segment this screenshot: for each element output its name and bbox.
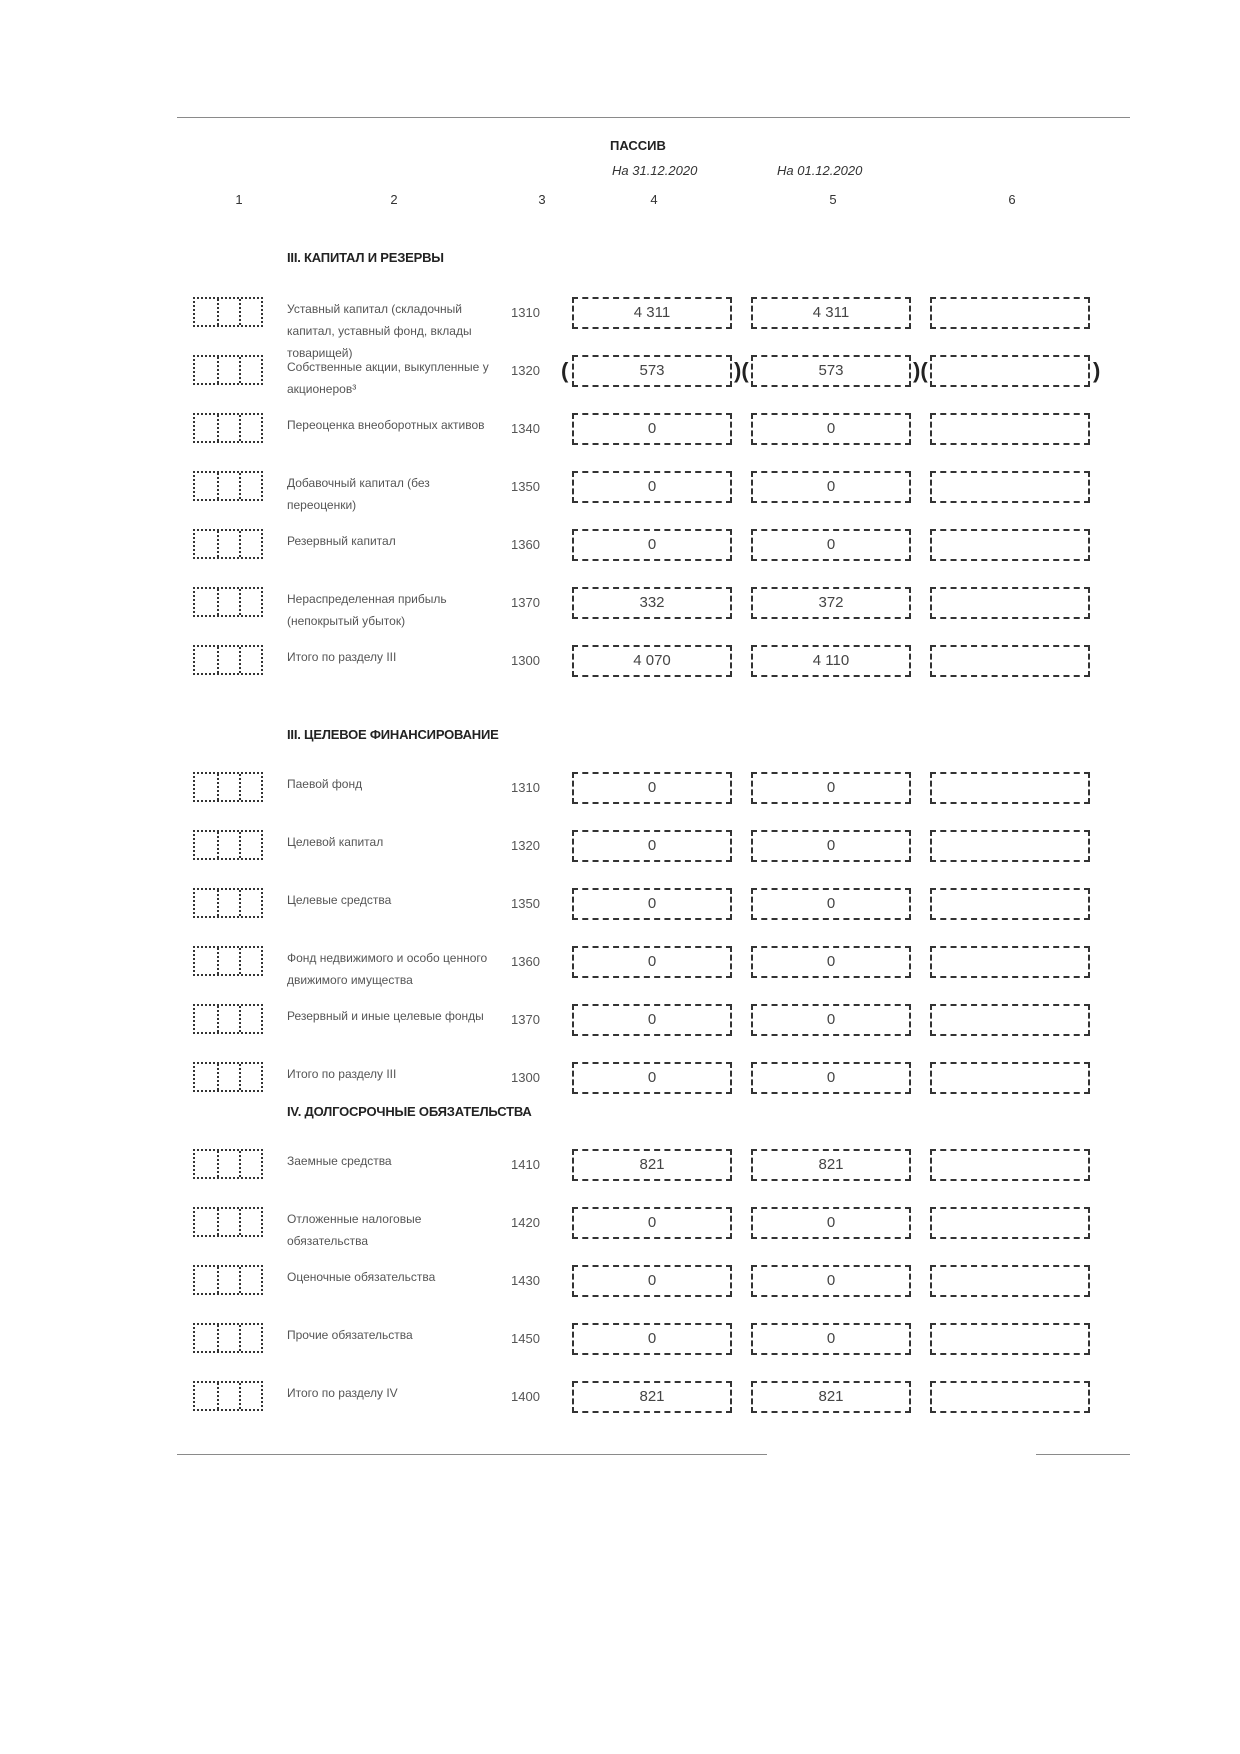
row-code: 1450	[511, 1331, 540, 1346]
bottom-rule-right	[1036, 1454, 1130, 1455]
value-col6-field[interactable]	[930, 297, 1090, 329]
value-col4-field[interactable]: 0	[572, 1207, 732, 1239]
account-code-box[interactable]	[193, 1149, 263, 1179]
value-col6-field[interactable]	[930, 1381, 1090, 1413]
column-number-5: 5	[829, 192, 837, 207]
value-col6-field[interactable]	[930, 587, 1090, 619]
value-col4-field[interactable]: 0	[572, 1265, 732, 1297]
code-box-divider	[239, 1151, 241, 1177]
code-box-divider	[239, 647, 241, 673]
column-number-3: 3	[538, 192, 546, 207]
row-code: 1350	[511, 479, 540, 494]
code-box-divider	[239, 531, 241, 557]
value-col6-field[interactable]	[930, 413, 1090, 445]
row-code: 1340	[511, 421, 540, 436]
row-label: Уставный капитал (складочный капитал, уставный фонд, вклады товарищей)	[287, 302, 472, 360]
row-code: 1320	[511, 363, 540, 378]
code-box-divider	[239, 774, 241, 800]
value-col4-field[interactable]: 0	[572, 830, 732, 862]
column-number-4: 4	[650, 192, 658, 207]
code-box-divider	[217, 774, 219, 800]
value-col6-field[interactable]	[930, 946, 1090, 978]
value-col5-field[interactable]: 821	[751, 1381, 911, 1413]
value-col5-field[interactable]: 573	[751, 355, 911, 387]
account-code-box[interactable]	[193, 1265, 263, 1295]
code-box-divider	[217, 415, 219, 441]
code-box-divider	[217, 473, 219, 499]
account-code-box[interactable]	[193, 471, 263, 501]
row-label: Резервный капитал	[287, 534, 396, 548]
value-col5-field[interactable]: 0	[751, 830, 911, 862]
row-code: 1370	[511, 1012, 540, 1027]
page-title: ПАССИВ	[610, 138, 666, 153]
value-col6-field[interactable]	[930, 1004, 1090, 1036]
joint-paren: )(	[734, 358, 749, 383]
account-code-box[interactable]	[193, 297, 263, 327]
row-label: Целевые средства	[287, 893, 392, 907]
row-label: Итого по разделу III	[287, 1067, 397, 1081]
code-box-divider	[217, 647, 219, 673]
value-col4-field[interactable]: 0	[572, 471, 732, 503]
account-code-box[interactable]	[193, 1323, 263, 1353]
account-code-box[interactable]	[193, 587, 263, 617]
row-code: 1400	[511, 1389, 540, 1404]
code-box-divider	[239, 948, 241, 974]
code-box-divider	[217, 1209, 219, 1235]
code-box-divider	[217, 299, 219, 325]
row-code: 1310	[511, 780, 540, 795]
value-col5-field[interactable]: 0	[751, 946, 911, 978]
code-box-divider	[239, 299, 241, 325]
column-number-1: 1	[235, 192, 243, 207]
value-col4-field[interactable]: 0	[572, 1004, 732, 1036]
value-col4-field[interactable]: 0	[572, 413, 732, 445]
code-box-divider	[217, 357, 219, 383]
row-code: 1300	[511, 1070, 540, 1085]
code-box-divider	[217, 948, 219, 974]
value-col6-field[interactable]	[930, 645, 1090, 677]
row-label: Нераспределенная прибыль (непокрытый убыток)	[287, 592, 447, 628]
row-label: Целевой капитал	[287, 835, 384, 849]
account-code-box[interactable]	[193, 772, 263, 802]
value-col5-field[interactable]: 4 311	[751, 297, 911, 329]
value-col4-field[interactable]: 573	[572, 355, 732, 387]
account-code-box[interactable]	[193, 413, 263, 443]
value-col4-field[interactable]: 4 070	[572, 645, 732, 677]
value-col4-field[interactable]: 821	[572, 1381, 732, 1413]
code-box-divider	[217, 1064, 219, 1090]
account-code-box[interactable]	[193, 529, 263, 559]
code-box-divider	[217, 1151, 219, 1177]
column-4-date: На 31.12.2020	[612, 163, 698, 178]
column-5-date: На 01.12.2020	[777, 163, 863, 178]
value-col4-field[interactable]: 0	[572, 888, 732, 920]
value-col5-field[interactable]: 4 110	[751, 645, 911, 677]
row-code: 1300	[511, 653, 540, 668]
code-box-divider	[239, 1383, 241, 1409]
value-col6-field[interactable]	[930, 1323, 1090, 1355]
top-rule	[177, 117, 1130, 118]
row-code: 1360	[511, 537, 540, 552]
code-box-divider	[239, 1267, 241, 1293]
row-label: Добавочный капитал (без переоценки)	[287, 476, 430, 512]
column-number-2: 2	[390, 192, 398, 207]
row-label: Паевой фонд	[287, 777, 363, 791]
row-code: 1350	[511, 896, 540, 911]
value-col4-field[interactable]: 0	[572, 772, 732, 804]
account-code-box[interactable]	[193, 830, 263, 860]
value-col6-field[interactable]	[930, 772, 1090, 804]
account-code-box[interactable]	[193, 888, 263, 918]
account-code-box[interactable]	[193, 355, 263, 385]
value-col6-field[interactable]	[930, 471, 1090, 503]
code-box-divider	[239, 473, 241, 499]
value-col6-field[interactable]	[930, 529, 1090, 561]
code-box-divider	[217, 1325, 219, 1351]
joint-paren: )(	[913, 358, 928, 383]
code-box-divider	[217, 531, 219, 557]
value-col5-field[interactable]: 0	[751, 1062, 911, 1094]
code-box-divider	[217, 890, 219, 916]
code-box-divider	[239, 589, 241, 615]
code-box-divider	[239, 357, 241, 383]
account-code-box[interactable]	[193, 1004, 263, 1034]
account-code-box[interactable]	[193, 1207, 263, 1237]
code-box-divider	[217, 1267, 219, 1293]
account-code-box[interactable]	[193, 1062, 263, 1092]
value-col5-field[interactable]: 0	[751, 1207, 911, 1239]
value-col6-field[interactable]	[930, 888, 1090, 920]
row-label: Оценочные обязательства	[287, 1270, 436, 1284]
value-col5-field[interactable]: 372	[751, 587, 911, 619]
value-col6-field[interactable]	[930, 1149, 1090, 1181]
account-code-box[interactable]	[193, 1381, 263, 1411]
value-col4-field[interactable]: 0	[572, 1323, 732, 1355]
row-label: Фонд недвижимого и особо ценного движимого имущества	[287, 951, 488, 987]
code-box-divider	[239, 1325, 241, 1351]
row-label: Заемные средства	[287, 1154, 392, 1168]
row-label: Собственные акции, выкупленные у акционеров³	[287, 360, 489, 396]
value-col4-field[interactable]: 821	[572, 1149, 732, 1181]
close-paren: )	[1093, 358, 1101, 383]
code-box-divider	[239, 1209, 241, 1235]
value-col5-field[interactable]: 0	[751, 471, 911, 503]
value-col4-field[interactable]: 4 311	[572, 297, 732, 329]
value-col5-field[interactable]: 0	[751, 1323, 911, 1355]
row-code: 1420	[511, 1215, 540, 1230]
row-label: Итого по разделу III	[287, 650, 397, 664]
value-col6-field[interactable]	[930, 355, 1090, 387]
section-title-capital: III. КАПИТАЛ И РЕЗЕРВЫ	[287, 250, 444, 265]
code-box-divider	[239, 890, 241, 916]
value-col6-field[interactable]	[930, 1062, 1090, 1094]
code-box-divider	[239, 415, 241, 441]
code-box-divider	[239, 1064, 241, 1090]
value-col6-field[interactable]	[930, 1265, 1090, 1297]
bottom-rule-left	[177, 1454, 767, 1455]
row-code: 1430	[511, 1273, 540, 1288]
section-title-long-term-liabilities: IV. ДОЛГОСРОЧНЫЕ ОБЯЗАТЕЛЬСТВА	[287, 1104, 532, 1119]
value-col5-field[interactable]: 0	[751, 413, 911, 445]
value-col5-field[interactable]: 0	[751, 529, 911, 561]
code-box-divider	[217, 832, 219, 858]
row-label: Прочие обязательства	[287, 1328, 413, 1342]
code-box-divider	[217, 589, 219, 615]
value-col5-field[interactable]: 0	[751, 1004, 911, 1036]
value-col5-field[interactable]: 0	[751, 1265, 911, 1297]
value-col5-field[interactable]: 0	[751, 772, 911, 804]
value-col4-field[interactable]: 0	[572, 946, 732, 978]
account-code-box[interactable]	[193, 946, 263, 976]
value-col4-field[interactable]: 0	[572, 529, 732, 561]
row-code: 1370	[511, 595, 540, 610]
section-title-target-financing: III. ЦЕЛЕВОЕ ФИНАНСИРОВАНИЕ	[287, 727, 499, 742]
value-col4-field[interactable]: 0	[572, 1062, 732, 1094]
value-col5-field[interactable]: 0	[751, 888, 911, 920]
row-label: Резервный и иные целевые фонды	[287, 1009, 484, 1023]
code-box-divider	[217, 1383, 219, 1409]
value-col4-field[interactable]: 332	[572, 587, 732, 619]
value-col6-field[interactable]	[930, 1207, 1090, 1239]
row-label: Переоценка внеоборотных активов	[287, 418, 485, 432]
code-box-divider	[217, 1006, 219, 1032]
code-box-divider	[239, 832, 241, 858]
account-code-box[interactable]	[193, 645, 263, 675]
row-code: 1310	[511, 305, 540, 320]
code-box-divider	[239, 1006, 241, 1032]
row-code: 1410	[511, 1157, 540, 1172]
column-number-6: 6	[1008, 192, 1016, 207]
value-col5-field[interactable]: 821	[751, 1149, 911, 1181]
value-col6-field[interactable]	[930, 830, 1090, 862]
row-code: 1320	[511, 838, 540, 853]
open-paren: (	[561, 358, 569, 383]
row-label: Итого по разделу IV	[287, 1386, 398, 1400]
row-code: 1360	[511, 954, 540, 969]
row-label: Отложенные налоговые обязательства	[287, 1212, 422, 1248]
